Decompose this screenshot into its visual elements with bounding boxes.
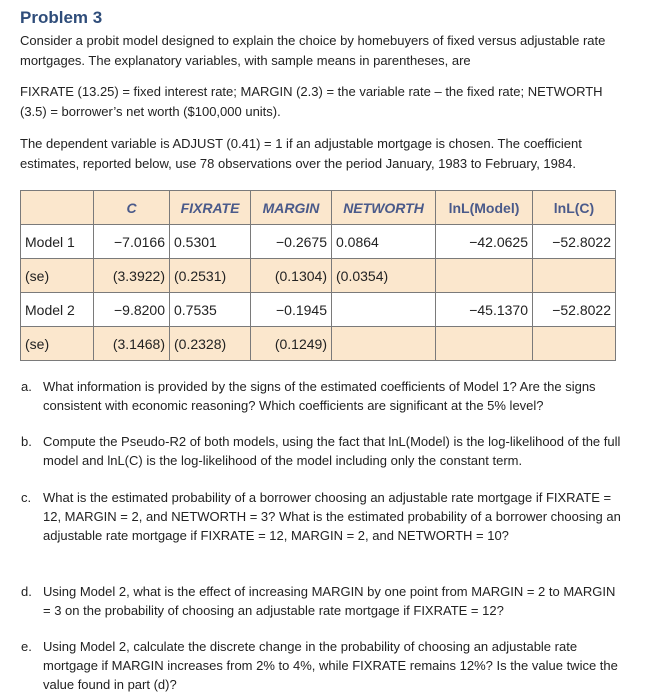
dependent-variable-paragraph: The dependent variable is ADJUST (0.41) = 1 if an adjustable mortgage is chosen. The coefficient estimates, reported below, use 78 observations over the period January, 1983 to February, 1984.: [20, 136, 582, 171]
question-d: [21, 582, 623, 620]
header-cell: MARGIN: [251, 191, 332, 225]
question-letter: e.: [21, 639, 32, 654]
table-header-row: [21, 191, 616, 225]
question-text: What information is provided by the signs of the estimated coefficients of Model 1? Are the signs consistent with economic reasoning? Which coefficients are significant at the 5% level?: [43, 379, 596, 413]
table-cell: (3.3922): [94, 259, 170, 293]
header-cell: lnL(C): [533, 191, 616, 225]
table-cell: 0.7535: [170, 293, 251, 327]
table-cell: −42.0625: [436, 225, 533, 259]
row-label: (se): [21, 327, 94, 361]
intro-paragraph: Consider a probit model designed to explain the choice by homebuyers of fixed versus adjustable rate mortgages. The explanatory variables, with sample means in parentheses, are: [20, 33, 606, 68]
table-cell: −52.8022: [533, 225, 616, 259]
table-row: [21, 293, 616, 327]
question-letter: d.: [21, 584, 32, 599]
table-cell: [332, 293, 436, 327]
table-cell: [332, 327, 436, 361]
table-cell: [533, 327, 616, 361]
question-e: [21, 637, 623, 694]
question-b: [21, 432, 623, 470]
coefficient-table: [20, 190, 616, 361]
table-cell: (0.1249): [251, 327, 332, 361]
table-cell: [436, 327, 533, 361]
question-letter: c.: [21, 490, 32, 505]
question-letter: b.: [21, 434, 32, 449]
problem-title: Problem 3: [20, 8, 103, 27]
table-cell: 0.0864: [332, 225, 436, 259]
question-text: Using Model 2, what is the effect of increasing MARGIN by one point from MARGIN = 2 to MARGIN = 3 on the probability of choosing an adjustable rate mortgage if FIXRATE = 12?: [43, 584, 616, 618]
table-cell: [436, 259, 533, 293]
table-cell: (3.1468): [94, 327, 170, 361]
question-letter: a.: [21, 379, 32, 394]
header-cell: NETWORTH: [332, 191, 436, 225]
table-cell: −9.8200: [94, 293, 170, 327]
row-label: (se): [21, 259, 94, 293]
question-text: Compute the Pseudo-R2 of both models, using the fact that lnL(Model) is the log-likelihood of the full model and lnL(C) is the log-likelihood of the model including only the constant term.: [43, 434, 621, 468]
question-text: Using Model 2, calculate the discrete change in the probability of choosing an adjustable rate mortgage if MARGIN increases from 2% to 4%, while FIXRATE remains 12%? Is the value twice the value found in part (d)?: [43, 639, 618, 692]
question-text: What is the estimated probability of a borrower choosing an adjustable rate mortgage if FIXRATE = 12, MARGIN = 2, and NETWORTH = 3? What is the estimated probability of a borrower choosing an adjustable rate mortgage if FIXRATE = 12, MARGIN = 2, and NETWORTH = 10?: [43, 490, 621, 543]
table-cell: −0.2675: [251, 225, 332, 259]
question-c: [21, 488, 623, 545]
table-cell: (0.2328): [170, 327, 251, 361]
table-row: [21, 259, 616, 293]
table-cell: [533, 259, 616, 293]
table-cell: (0.0354): [332, 259, 436, 293]
header-cell: FIXRATE: [170, 191, 251, 225]
table-cell: (0.2531): [170, 259, 251, 293]
header-cell: lnL(Model): [436, 191, 533, 225]
table-row: [21, 327, 616, 361]
header-cell: [21, 191, 94, 225]
row-label: Model 1: [21, 225, 94, 259]
question-a: [21, 377, 623, 415]
table-cell: −52.8022: [533, 293, 616, 327]
variables-paragraph: FIXRATE (13.25) = fixed interest rate; MARGIN (2.3) = the variable rate – the fixed rate; NETWORTH (3.5) = borrower’s net worth ($100,000 units).: [20, 84, 603, 119]
header-cell: C: [94, 191, 170, 225]
row-label: Model 2: [21, 293, 94, 327]
table-cell: −7.0166: [94, 225, 170, 259]
table-row: [21, 225, 616, 259]
table-cell: −45.1370: [436, 293, 533, 327]
table-cell: 0.5301: [170, 225, 251, 259]
table-cell: (0.1304): [251, 259, 332, 293]
table-cell: −0.1945: [251, 293, 332, 327]
